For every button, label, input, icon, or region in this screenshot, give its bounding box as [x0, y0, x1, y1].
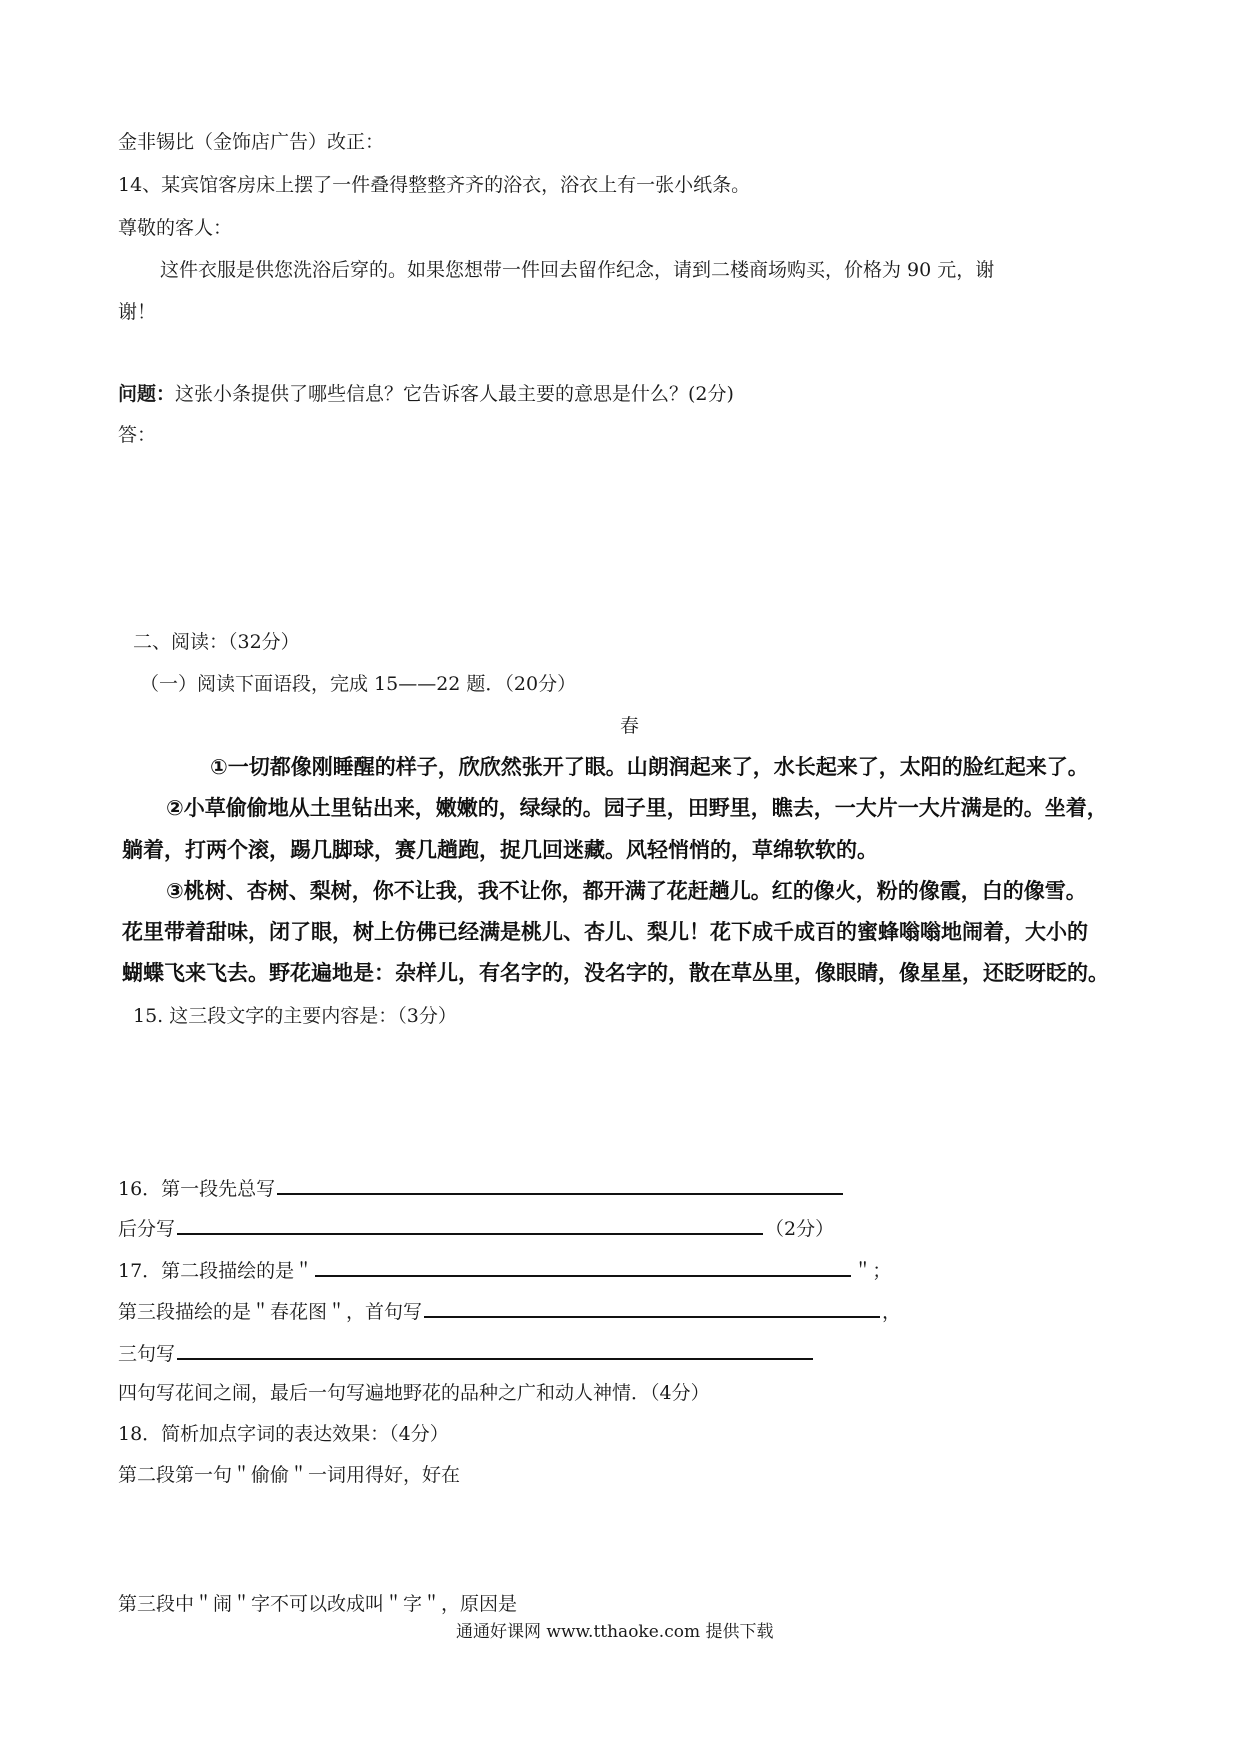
- reading-sub-title: （一）阅读下面语段，完成 15——22 题．（20分）: [140, 673, 577, 695]
- correction-line: 金非锡比（金饰店广告）改正：: [118, 131, 385, 153]
- question-17-text-a: 17．第二段描绘的是＂: [118, 1260, 314, 1282]
- passage-paragraph-1: ①一切都像刚睡醒的样子，欣欣然张开了眼。山朗润起来了，水长起来了，太阳的脸红起来了。: [210, 755, 1089, 779]
- note-body-line-1: 这件衣服是供您洗浴后穿的。如果您想带一件回去留作纪念，请到二楼商场购买，价格为 90 元，谢: [160, 259, 995, 281]
- question-text: 这张小条提供了哪些信息？它告诉客人最主要的意思是什么？(2分): [175, 383, 734, 405]
- answer-blank[interactable]: [315, 1255, 851, 1277]
- question-label: 问题：: [118, 383, 176, 405]
- question-16-text-b: 后分写: [118, 1218, 176, 1240]
- answer-blank[interactable]: [277, 1173, 843, 1195]
- question-18-part-b: 第三段中＂闹＂字不可以改成叫＂字＂，原因是: [118, 1593, 518, 1615]
- answer-blank[interactable]: [424, 1296, 880, 1318]
- question-16-line-2: [118, 1213, 834, 1243]
- question-16-score: （2分）: [765, 1218, 835, 1240]
- question-17-line-3: [118, 1338, 815, 1368]
- question-17-text-b-end: ，: [882, 1301, 902, 1323]
- question-15: 15. 这三段文字的主要内容是：（3分）: [133, 1005, 457, 1027]
- passage-paragraph-3-line-2: 花里带着甜味，闭了眼，树上仿佛已经满是桃儿、杏儿、梨儿！花下成千成百的蜜蜂嗡嗡地闹着，大小的: [122, 920, 1088, 944]
- question-17-text-a-end: ＂；: [853, 1260, 892, 1282]
- passage-paragraph-3-line-1: ③桃树、杏树、梨树，你不让我，我不让你，都开满了花赶趟儿。红的像火，粉的像霞，白的像雪。: [166, 879, 1087, 903]
- answer-label: 答：: [118, 424, 157, 446]
- question-17-text-b: 第三段描绘的是＂春花图＂，首句写: [118, 1301, 423, 1323]
- note-salutation: 尊敬的客人：: [118, 217, 233, 239]
- question-16-text-a: 16．第一段先总写: [118, 1178, 276, 1200]
- footer-download-note: 通通好课网 www.tthaoke.com 提供下载: [456, 1622, 774, 1642]
- question-18: 18．简析加点字词的表达效果：（4分）: [118, 1423, 449, 1445]
- question-16-line-1: [118, 1173, 845, 1203]
- question-18-part-a: 第二段第一句＂偷偷＂一词用得好，好在: [118, 1464, 461, 1486]
- question-17-line-2: [118, 1296, 901, 1326]
- question-17-text-c: 三句写: [118, 1343, 176, 1365]
- passage-paragraph-2-line-1: ②小草偷偷地从土里钻出来，嫩嫩的，绿绿的。园子里，田野里，瞧去，一大片一大片满是的。坐着，: [166, 796, 1108, 820]
- note-body-line-2: 谢！: [118, 301, 157, 323]
- passage-paragraph-3-line-3: 蝴蝶飞来飞去。野花遍地是：杂样儿，有名字的，没名字的，散在草丛里，像眼睛，像星星，还眨呀眨的。: [122, 961, 1109, 985]
- question-14-stem: 14、某宾馆客房床上摆了一件叠得整整齐齐的浴衣，浴衣上有一张小纸条。: [118, 174, 751, 196]
- passage-title: 春: [620, 715, 640, 737]
- question-line: [118, 380, 734, 408]
- answer-blank[interactable]: [177, 1338, 813, 1360]
- answer-blank[interactable]: [177, 1213, 763, 1235]
- question-17-line-4: 四句写花间之闹，最后一句写遍地野花的品种之广和动人神情．（4分）: [118, 1382, 710, 1404]
- reading-section-title: 二、阅读：（32分）: [133, 631, 300, 653]
- passage-paragraph-2-line-2: 躺着，打两个滚，踢几脚球，赛几趟跑，捉几回迷藏。风轻悄悄的，草绵软软的。: [122, 838, 878, 862]
- question-17-line-1: [118, 1255, 891, 1285]
